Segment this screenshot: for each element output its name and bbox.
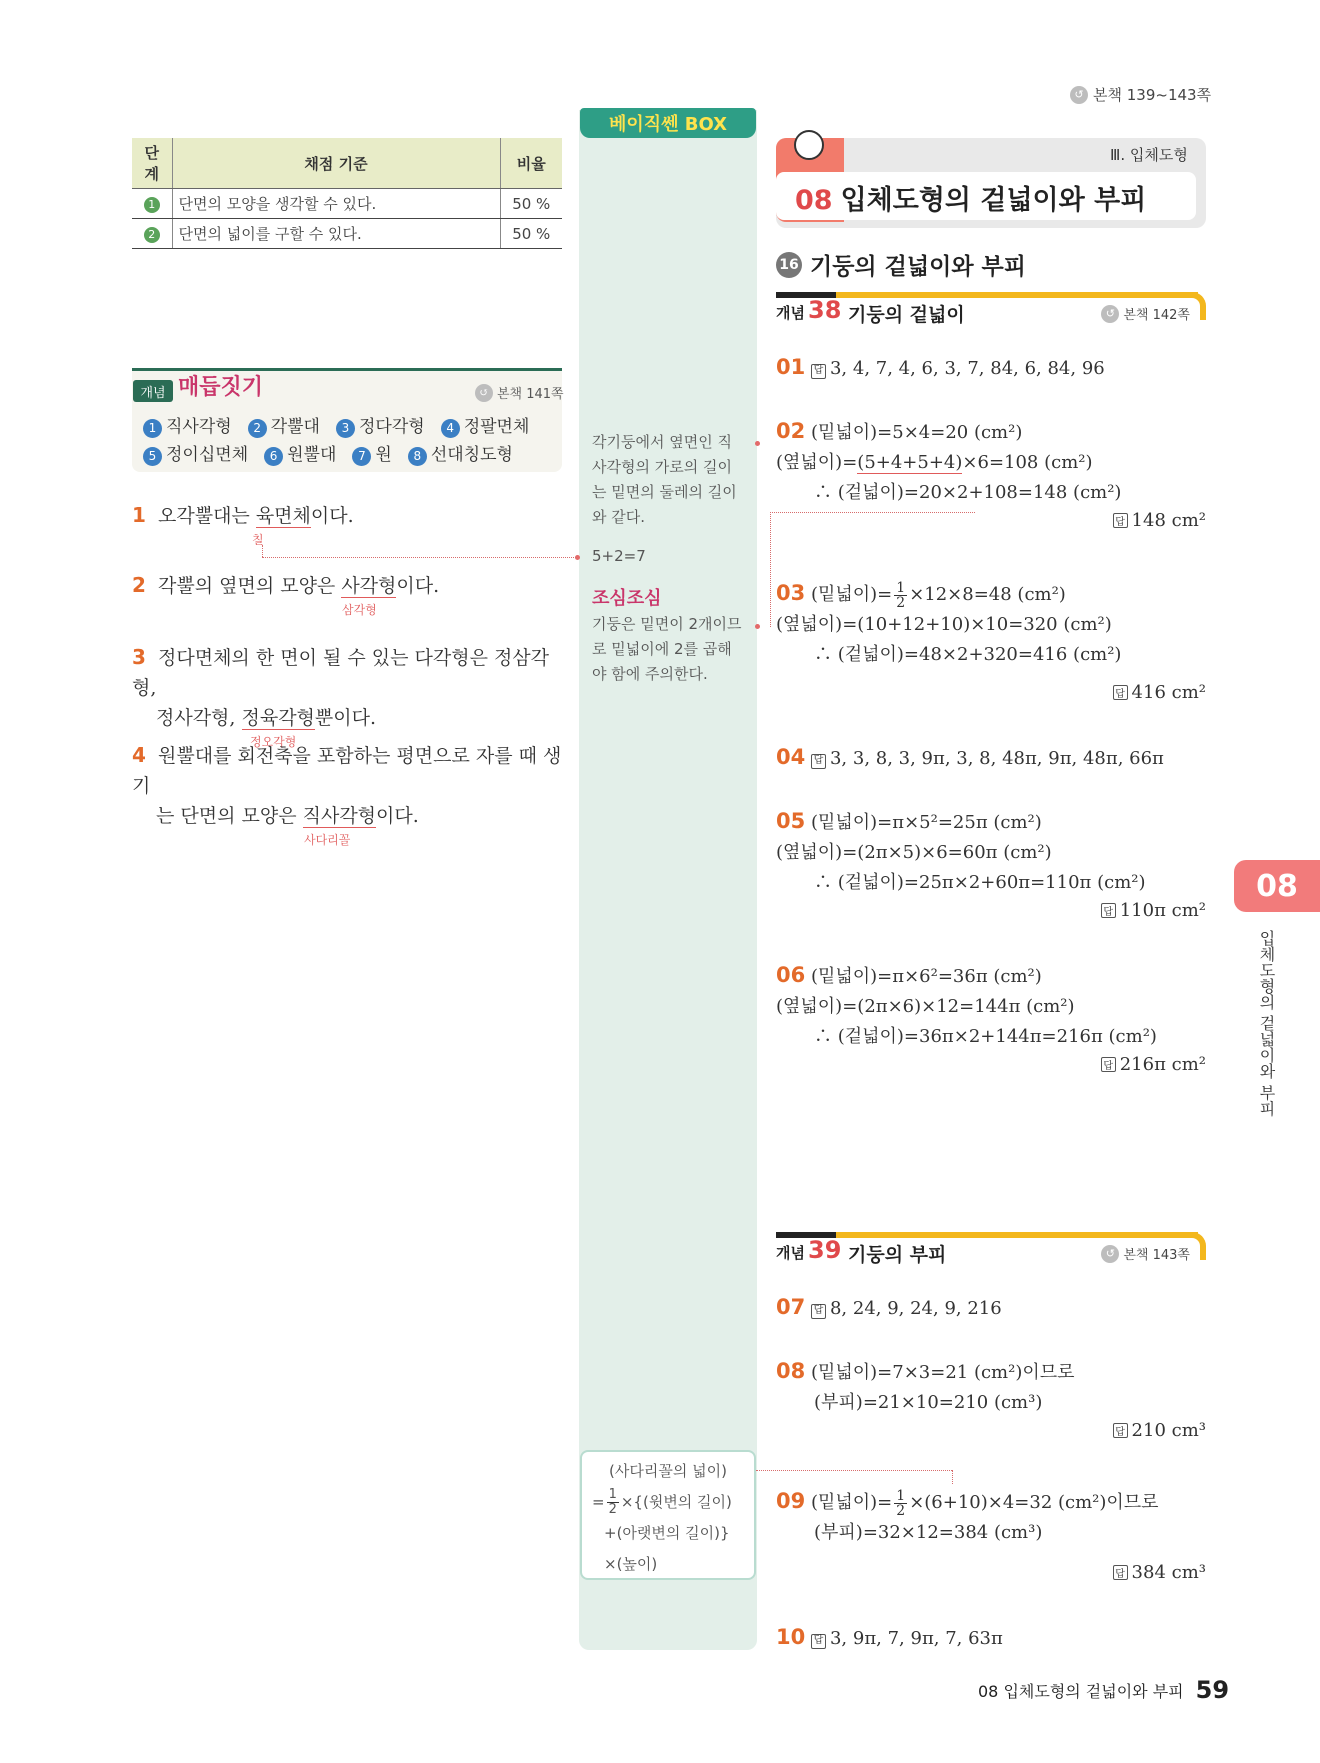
answer-icon: 답 xyxy=(811,1304,826,1319)
answer-06: 06 (밑넓이)=π×6²=36π (cm²) (옆넓이)=(2π×6)×12=144π (cm²) ∴ (겉넓이)=36π×2+144π=216π (cm²) xyxy=(776,963,1157,1047)
answer-icon: 답 xyxy=(811,754,826,769)
leader-line xyxy=(770,512,975,513)
answer-05: 05 (밑넓이)=π×5²=25π (cm²) (옆넓이)=(2π×5)×6=60π (cm²) ∴ (겉넓이)=25π×2+60π=110π (cm²) xyxy=(776,809,1146,893)
mascot-icon xyxy=(794,130,824,160)
concept-summary-ref: ↺ 본책 141쪽 xyxy=(475,383,564,402)
problem-2: 2 각뿔의 옆면의 모양은 사각형이다. 삼각형 xyxy=(132,570,572,618)
concept-answer-item: 8 선대칭도형 xyxy=(408,440,513,466)
book-ref-icon: ↺ xyxy=(475,384,493,402)
unit-category: Ⅲ. 입체도형 xyxy=(1110,146,1188,164)
table-row xyxy=(132,189,562,219)
step-number: 2 xyxy=(144,227,160,243)
page-footer xyxy=(978,1676,1229,1704)
table-row xyxy=(132,219,562,249)
correction: 정오각형 xyxy=(250,735,297,749)
answer-09: 09 (밑넓이)= $\frac{1}{2}$ ×(6+10)×4=32 (cm²)이므로 (부피)=32×12=384 (cm³) xyxy=(776,1487,1159,1543)
table-header-step: 단계 xyxy=(132,138,172,189)
table-header-criterion: 채점 기준 xyxy=(172,138,500,189)
problem-3: 3 정다면체의 한 면이 될 수 있는 다각형은 정삼각형, 정사각형, 정육각형뿐이다. 정오각형 xyxy=(132,642,572,750)
answer-icon: 답 xyxy=(1113,1565,1128,1580)
correction: 삼각형 xyxy=(342,603,377,617)
criterion-cell: 단면의 넓이를 구할 수 있다. xyxy=(172,219,500,249)
step-number: 1 xyxy=(144,197,160,213)
answer-02: 02 (밑넓이)=5×4=20 (cm²) (옆넓이)=(5+4+5+4)×6=108 (cm²) ∴ (겉넓이)=20×2+108=148 (cm²) xyxy=(776,419,1122,503)
table-header-ratio: 비율 xyxy=(500,138,562,189)
concept-39-header: 개념 39 기둥의 부피 ↺ 본책 143쪽 xyxy=(776,1232,1206,1266)
answer-05-final: 답 110π cm² xyxy=(1101,900,1206,921)
section-heading: 16 기둥의 겉넓이와 부피 xyxy=(776,248,1026,281)
answer-03-final: 답 416 cm² xyxy=(1113,682,1206,703)
correction: 사다리꼴 xyxy=(304,833,351,847)
concept-answer-item: 5 정이십면체 xyxy=(143,440,248,466)
page-number: 59 xyxy=(1195,1676,1230,1704)
answer-08-final: 답 210 cm³ xyxy=(1113,1420,1206,1441)
leader-line xyxy=(262,557,576,558)
unit-title: 08 입체도형의 겉넓이와 부피 xyxy=(795,185,1147,216)
answer-icon: 답 xyxy=(1101,903,1116,918)
leader-line xyxy=(262,545,263,557)
concept-answer-item: 6 원뿔대 xyxy=(264,440,336,466)
leader-line xyxy=(770,512,771,627)
caution-note: 기둥은 밑면이 2개이므 로 밑넓이에 2를 곱해 야 함에 주의한다. xyxy=(592,615,742,683)
concept-answer-item: 7 원 xyxy=(352,440,391,466)
concept-tag: 개념 xyxy=(133,380,173,402)
answer-03: 03 (밑넓이)= $\frac{1}{2}$ ×12×8=48 (cm²) (옆넓이)=(10+12+10)×10=320 (cm²) ∴ (겉넓이)=48×2+320=416 (cm²) xyxy=(776,579,1122,665)
answer-07: 07 답 8, 24, 9, 24, 9, 216 xyxy=(776,1295,1002,1319)
problem-1: 1 오각뿔대는 육면체이다. 칠 xyxy=(132,500,572,548)
side-calc: 5+2=7 xyxy=(592,547,646,565)
answer-icon: 답 xyxy=(811,1634,826,1649)
book-ref-icon: ↺ xyxy=(1101,305,1119,323)
answer-icon: 답 xyxy=(1113,1423,1128,1438)
leader-line xyxy=(756,1470,952,1471)
concept-summary-title: 매듭짓기 xyxy=(178,375,264,400)
scoring-table xyxy=(132,138,562,249)
footer-title: 08 입체도형의 겉넓이와 부피 xyxy=(978,1681,1184,1701)
concept-answer-item: 4 정팔면체 xyxy=(441,412,530,438)
concept-answer-row xyxy=(143,440,513,466)
leader-line xyxy=(952,1470,953,1484)
basic-box-tab: 베이직쎈 BOX xyxy=(580,108,756,138)
caution-title: 조심조심 xyxy=(592,588,662,609)
answer-01: 01 답 3, 4, 7, 4, 6, 3, 7, 84, 6, 84, 96 xyxy=(776,355,1105,379)
answer-06-final: 답 216π cm² xyxy=(1101,1054,1206,1075)
trapezoid-formula-box: (사다리꼴의 넓이) = $\frac{1}{2}$ ×{(윗변의 길이) +(아랫변의 길이)} ×(높이) xyxy=(580,1450,756,1580)
section-number-badge: 16 xyxy=(776,252,802,278)
answer-02-final: 답 148 cm² xyxy=(1113,510,1206,531)
basic-box-column xyxy=(579,110,757,1650)
chapter-side-tab: 08 xyxy=(1234,860,1320,912)
answer-04: 04 답 3, 3, 8, 3, 9π, 3, 8, 48π, 9π, 48π, 66π xyxy=(776,745,1164,769)
answer-icon: 답 xyxy=(811,364,826,379)
concept-answer-row xyxy=(143,412,529,438)
concept-answer-item: 3 정다각형 xyxy=(336,412,425,438)
concept-answer-item: 1 직사각형 xyxy=(143,412,232,438)
answer-09-final: 답 384 cm³ xyxy=(1113,1562,1206,1583)
chapter-side-title: 입체도형의 겉넓이와 부피 xyxy=(1257,930,1276,1117)
leader-dot xyxy=(755,624,760,629)
concept-38-header: 개념 38 기둥의 겉넓이 ↺ 본책 142쪽 xyxy=(776,292,1206,326)
leader-dot xyxy=(755,441,760,446)
ratio-cell: 50 % xyxy=(500,189,562,219)
top-book-reference: ↺ 본책 139~143쪽 xyxy=(1070,84,1211,105)
criterion-cell: 단면의 모양을 생각할 수 있다. xyxy=(172,189,500,219)
problem-4: 4 원뿔대를 회전축을 포함하는 평면으로 자를 때 생기 는 단면의 모양은 직사각형이다. 사다리꼴 xyxy=(132,740,572,848)
answer-08: 08 (밑넓이)=7×3=21 (cm²)이므로 (부피)=21×10=210 (cm³) xyxy=(776,1359,1075,1413)
correction: 칠 xyxy=(252,533,264,547)
concept-answer-item: 2 각뿔대 xyxy=(248,412,320,438)
answer-10: 10 답 3, 9π, 7, 9π, 7, 63π xyxy=(776,1625,1003,1649)
ratio-cell: 50 % xyxy=(500,219,562,249)
answer-icon: 답 xyxy=(1101,1057,1116,1072)
book-ref-icon: ↺ xyxy=(1070,86,1088,104)
book-ref-icon: ↺ xyxy=(1101,1245,1119,1263)
side-note: 각기둥에서 옆면인 직 사각형의 가로의 길이 는 밑면의 둘레의 길이 와 같다. xyxy=(592,433,737,526)
answer-icon: 답 xyxy=(1113,513,1128,528)
answer-icon: 답 xyxy=(1113,685,1128,700)
